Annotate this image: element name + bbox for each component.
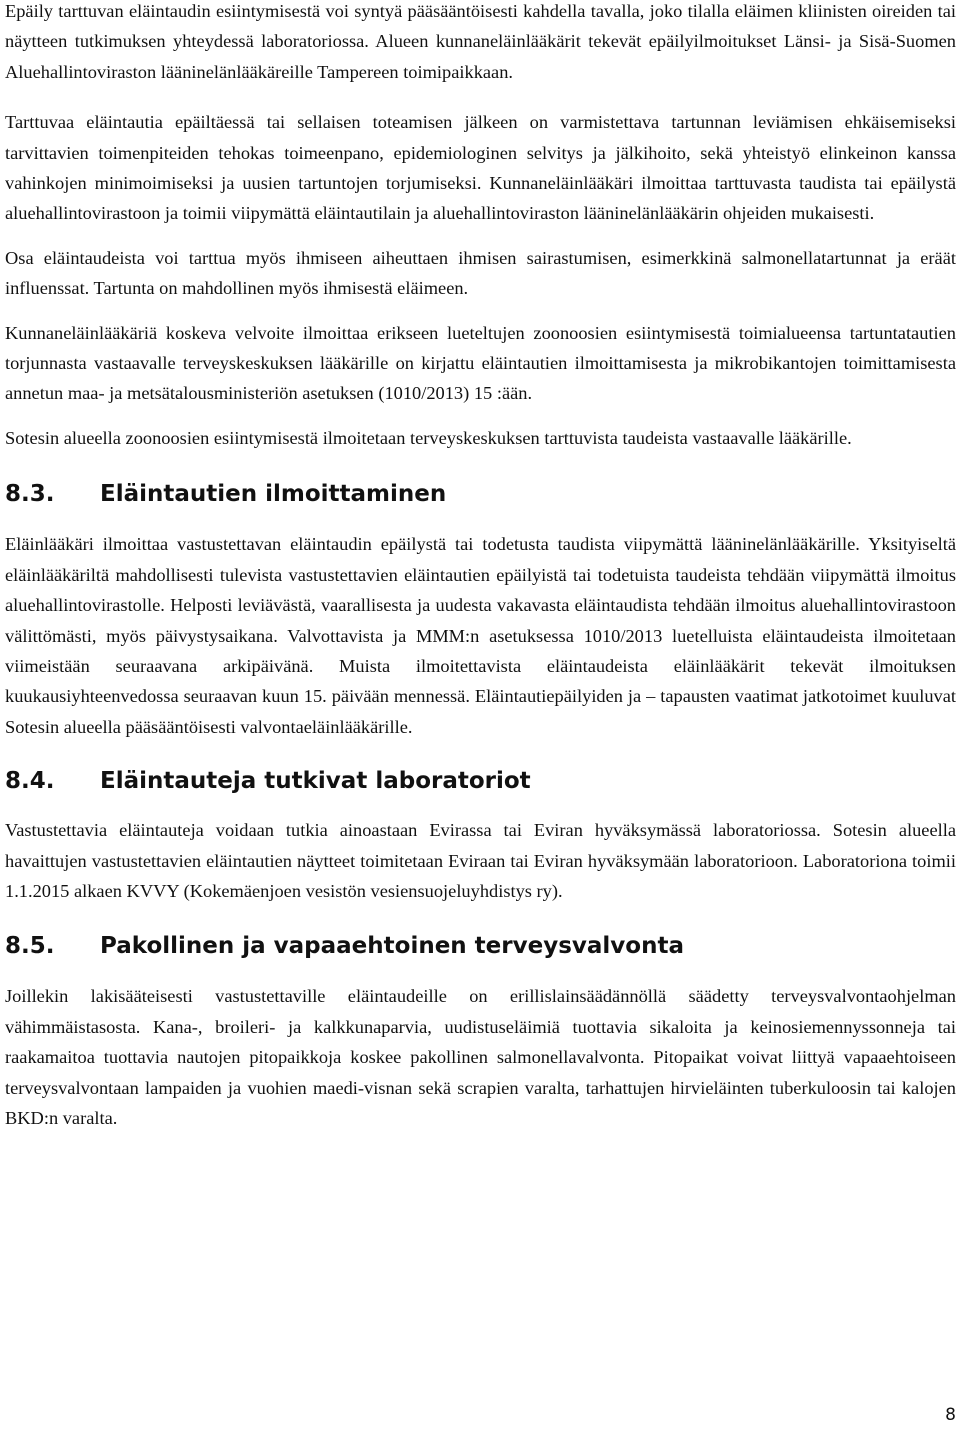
page-number: 8 [945, 1405, 956, 1425]
paragraph-section-8-4: Vastustettavia eläintauteja voidaan tutkia ainoastaan Evirassa tai Eviran hyväksymässä laboratoriossa. Sotesin alueella havaittujen vastustettavien eläintautien näytteet toimitetaan Eviraan tai Eviran hyväksymään laboratorioon. Laboratoriona toimii 1.1.2015 alkaen KVVY (Kokemäenjoen vesistön vesiensuojeluyhdistys ry). [5, 820, 956, 901]
paragraph-sotesin: Sotesin alueella zoonoosien esiintymisestä ilmoitetaan terveyskeskuksen tarttuvista taudeista vastaavalle lääkärille. [5, 427, 852, 448]
section-heading-8-4 [5, 768, 956, 794]
paragraph-section-8-3: Eläinlääkäri ilmoittaa vastustettavan eläintaudin epäilystä tai todetusta taudista viipymättä lääninelänlääkärille. Yksityiseltä eläinlääkäriltä mahdollisesti tulevista vastustettavien eläintautien epäilyistä tai todetuista taudeista tehdään viipymättä ilmoitus aluehallintovirastolle. Helposti leviävästä, vaarallisesta ja uudesta vakavasta eläintaudista tehdään ilmoitus aluehallintovirastoon välittömästi, myös päivystysaikana. Valvottavista ja MMM:n asetuksessa 1010/2013 luetelluista eläintaudeista ilmoitetaan viimeistään seuraavana arkipäivänä. Muista ilmoitettavista eläintaudeista eläinlääkärit tekevät ilmoituksen kuukausiyhteenvedossa seuraavan kuun 15. päivään mennessä. Eläintautiepäilyiden ja – tapausten vaatimat jatkotoimet kuuluvat Sotesin alueella pääsääntöisesti valvontaeläinlääkärille. [5, 534, 956, 737]
section-title: Eläintautien ilmoittaminen [100, 481, 447, 508]
section-number: 8.5. [5, 933, 55, 960]
section-heading-8-5 [5, 933, 956, 959]
paragraph-osa: Osa eläintaudeista voi tarttua myös ihmiseen aiheuttaen ihmisen sairastumisen, esimerkkinä salmonellatartunnat ja eräät influenssat. Tartunta on mahdollinen myös ihmisestä eläimeen. [5, 247, 956, 299]
document-page [5, 0, 956, 1133]
paragraph-kunnanelainlaakaria: Kunnaneläinlääkäriä koskeva velvoite ilmoittaa erikseen lueteltujen zoonoosien esiintymisestä toimialueensa tartuntatautien torjunnasta vastaavalle terveyskeskuksen lääkärille on kirjattu eläintautien ilmoittamisesta ja mikrobikantojen toimittamisesta annetun maa- ja metsätalousministeriön asetuksen (1010/2013) 15 :ään. [5, 322, 956, 404]
section-title: Eläintauteja tutkivat laboratoriot [100, 768, 531, 795]
paragraph-intro: Epäily tarttuvan eläintaudin esiintymisestä voi syntyä pääsääntöisesti kahdella tavalla, joko tilalla eläimen kliinisten oireiden tai näytteen tutkimuksen yhteydessä laboratoriossa. Alueen kunnaneläinlääkärit tekevät epäilyilmoitukset Länsi- ja Sisä-Suomen Aluehallintoviraston lääninelänlääkäreille Tampereen toimipaikkaan. [5, 1, 956, 82]
paragraph-tarttuvaa: Tarttuvaa eläintautia epäiltäessä tai sellaisen toteamisen jälkeen on varmistettava tartunnan leviämisen ehkäisemiseksi tarvittavien toimenpiteiden tehokas toimeenpano, epidemiologinen selvitys ja jälkihoito, sekä yhteistyö elinkeinon kanssa vahinkojen minimoimiseksi ja uusien tartuntojen torjumiseksi. Kunnaneläinlääkäri ilmoittaa tarttuvasta taudista tai epäilystä aluehallintovirastoon ja toimii viipymättä eläintautilain ja aluehallintoviraston lääninelänlääkärin ohjeiden mukaisesti. [5, 112, 956, 224]
section-heading-8-3 [5, 481, 956, 507]
section-number: 8.3. [5, 481, 55, 508]
section-title: Pakollinen ja vapaaehtoinen terveysvalvonta [100, 933, 684, 960]
section-number: 8.4. [5, 768, 55, 795]
paragraph-section-8-5: Joillekin lakisääteisesti vastustettaville eläintaudeille on erillislainsäädännöllä säädetty terveysvalvontaohjelman vähimmäistasosta. Kana-, broileri- ja kalkkunaparvia, uudistuseläimiä tuottavia sikaloita ja keinosiemennyssonneja tai raakamaitoa tuottavia nautojen pitopaikkoja koskee pakollinen salmonellavalvonta. Pitopaikat voivat liittyä vapaaehtoiseen terveysvalvontaan lampaiden ja vuohien maedi-visnan sekä scrapien varalta, tarhattujen hirvieläinten tuberkuloosin tai kalojen BKD:n varalta. [5, 986, 956, 1128]
